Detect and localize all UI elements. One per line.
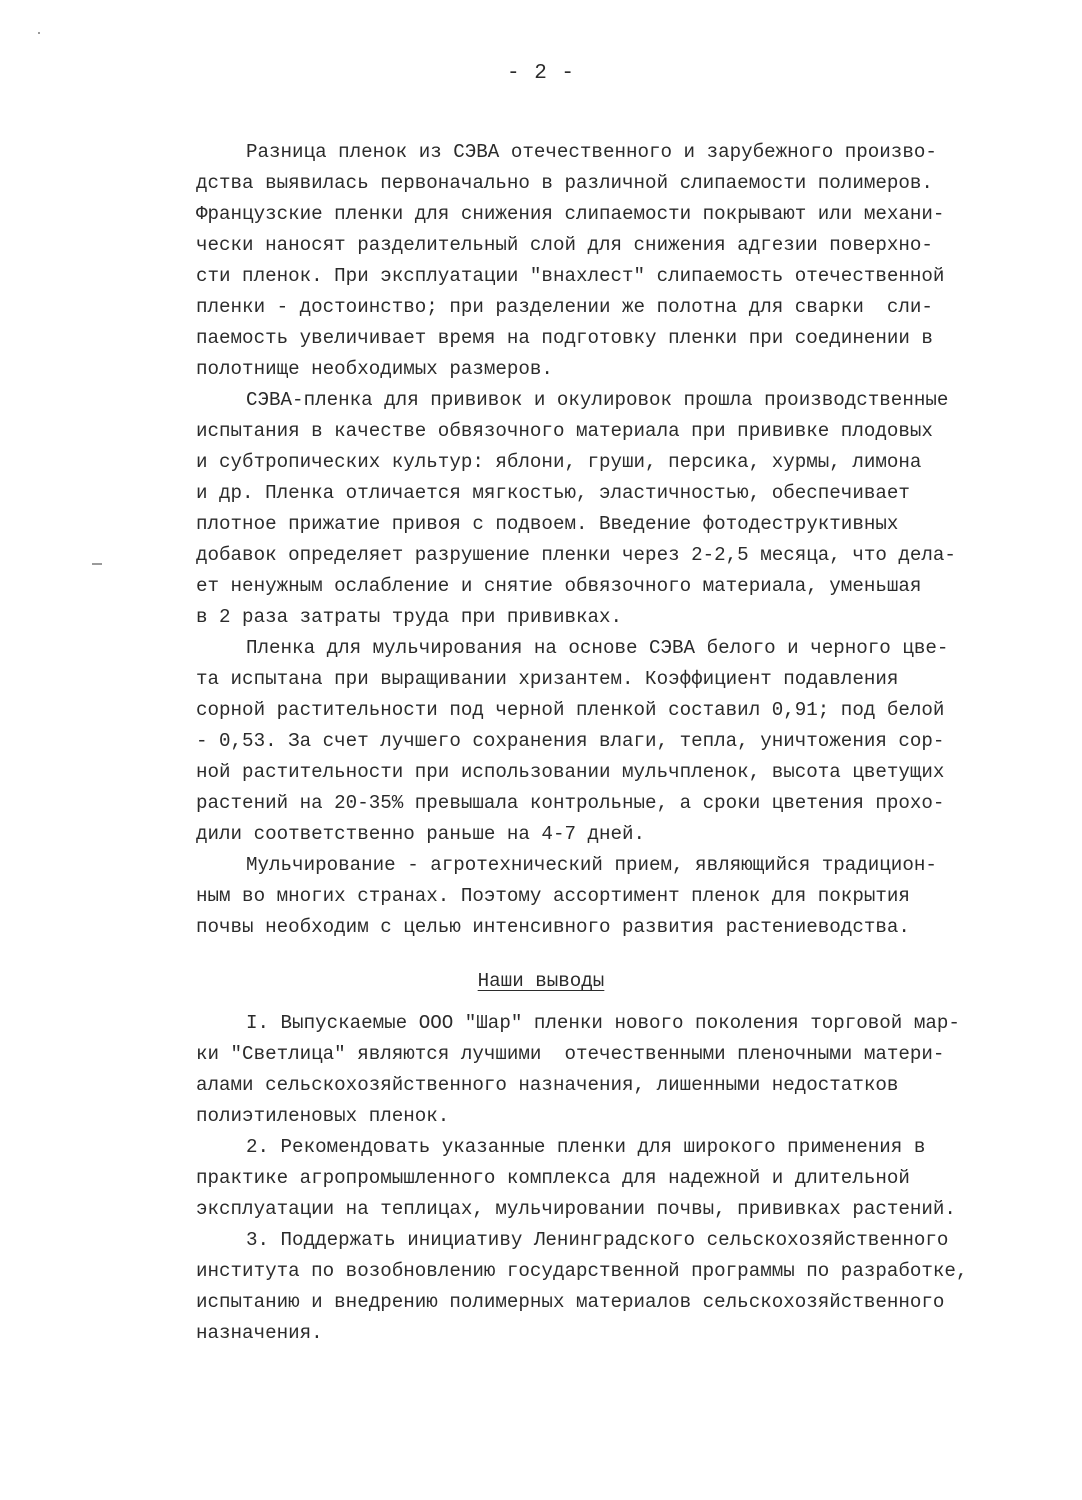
conclusions-heading: [0, 966, 1082, 997]
text-line: 3. Поддержать инициативу Ленинградского сельскохозяйственного: [246, 1229, 949, 1251]
text-line: добавок определяет разрушение пленки через 2-2,5 месяца, что дела-: [196, 544, 956, 566]
conclusion-3: [196, 1225, 1036, 1349]
text-line: СЭВА-пленка для прививок и окулировок прошла производственные: [246, 389, 949, 411]
text-line: назначения.: [196, 1322, 323, 1344]
text-line: паемость увеличивает время на подготовку пленки при соединении в: [196, 327, 933, 349]
text-line: плотное прижатие привоя с подвоем. Введение фотодеструктивных: [196, 513, 899, 535]
text-line: 2. Рекомендовать указанные пленки для широкого применения в: [246, 1136, 926, 1158]
text-line: та испытана при выращивании хризантем. Коэффициент подавления: [196, 668, 899, 690]
text-line: испытанию и внедрению полимерных материалов сельскохозяйственного: [196, 1291, 945, 1313]
text-line: испытания в качестве обвязочного материала при прививке плодовых: [196, 420, 933, 442]
text-line: ным во многих странах. Поэтому ассортимент пленок для покрытия: [196, 885, 910, 907]
paragraph-2: [196, 385, 1036, 633]
text-line: - 0,53. За счет лучшего сохранения влаги, тепла, уничтожения сор-: [196, 730, 945, 752]
text-line: и субтропических культур: яблони, груши, персика, хурмы, лимона: [196, 451, 922, 473]
text-line: в 2 раза затраты труда при прививках.: [196, 606, 623, 628]
text-line: эксплуатации на теплицах, мульчировании почвы, прививках растений.: [196, 1198, 956, 1220]
paragraph-4: [196, 850, 1036, 943]
text-line: Пленка для мульчирования на основе СЭВА белого и черного цве-: [246, 637, 949, 659]
text-line: I. Выпускаемые ООО "Шар" пленки нового поколения торговой мар-: [246, 1012, 960, 1034]
text-line: ет ненужным ослабление и снятие обвязочного материала, уменьшая: [196, 575, 922, 597]
text-line: Французские пленки для снижения слипаемости покрывают или механи-: [196, 203, 945, 225]
conclusions-heading-text: Наши выводы: [477, 970, 605, 992]
text-line: пленки - достоинство; при разделении же полотна для сварки сли-: [196, 296, 933, 318]
page-number: - 2 -: [506, 62, 575, 85]
text-line: дства выявилась первоначально в различной слипаемости полимеров.: [196, 172, 933, 194]
text-line: сти пленок. При эксплуатации "внахлест" слипаемость отечественной: [196, 265, 945, 287]
text-line: Разница пленок из СЭВА отечественного и зарубежного произво-: [246, 141, 937, 163]
text-line: ки "Светлица" являются лучшими отечественными пленочными матери-: [196, 1043, 945, 1065]
text-line: Мульчирование - агротехнический прием, являющийся традицион-: [246, 854, 937, 876]
text-line: чески наносят разделительный слой для снижения адгезии поверхно-: [196, 234, 933, 256]
text-line: практике агропромышленного комплекса для надежной и длительной: [196, 1167, 910, 1189]
conclusion-1: [196, 1008, 1036, 1132]
paragraph-3: [196, 633, 1036, 850]
conclusion-2: [196, 1132, 1036, 1225]
text-line: и др. Пленка отличается мягкостью, эластичностью, обеспечивает: [196, 482, 910, 504]
text-line: полотнище необходимых размеров.: [196, 358, 553, 380]
text-line: сорной растительности под черной пленкой составил 0,91; под белой: [196, 699, 945, 721]
scan-speck: [38, 32, 40, 34]
paragraph-1: [196, 137, 1036, 385]
text-line: института по возобновлению государственной программы по разработке,: [196, 1260, 968, 1282]
text-line: полиэтиленовых пленок.: [196, 1105, 450, 1127]
text-line: алами сельскохозяйственного назначения, лишенными недостатков: [196, 1074, 899, 1096]
text-line: почвы необходим с целью интенсивного развития растениеводства.: [196, 916, 910, 938]
scan-speck: [92, 563, 102, 565]
text-line: дили соответственно раньше на 4-7 дней.: [196, 823, 646, 845]
text-line: растений на 20-35% превышала контрольные, а сроки цветения прохо-: [196, 792, 945, 814]
text-line: ной растительности при использовании мульчпленок, высота цветущих: [196, 761, 945, 783]
